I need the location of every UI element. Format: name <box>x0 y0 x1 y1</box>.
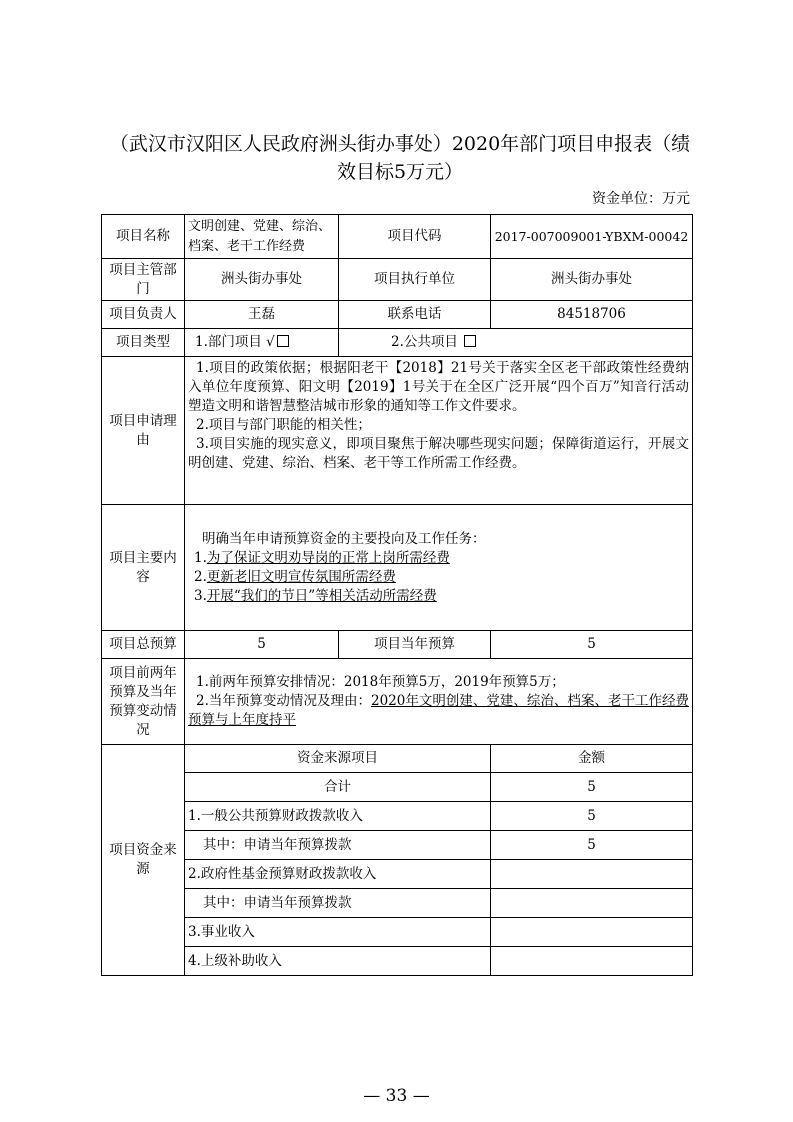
page-title <box>95 130 705 186</box>
reason-p2: 2.项目与部门职能的相关性； <box>196 417 371 433</box>
page-number: — 33 — <box>363 1086 430 1106</box>
content-item-1: 1.为了保证文明劝导岗的正常上岗所需经费 <box>194 549 450 566</box>
content-label: 项目主要内容 <box>102 505 185 631</box>
reason-content <box>185 357 693 505</box>
content-item-3-text: 开展“我们的节日”等相关活动所需经费 <box>206 587 437 604</box>
phone-label: 联系电话 <box>339 301 491 329</box>
content-item-2-text: 更新老旧文明宣传氛围所需经费 <box>206 568 396 585</box>
owner-label: 项目负责人 <box>102 301 185 329</box>
reason-p1: 1.项目的政策依据；根据阳老干【2018】21号关于落实全区老干部政策性经费纳入单位年度预算、阳文明【2019】1号关于在全区广泛开展“四个百万”知音行活动塑造文明和谐智慧整洁城市形象的通知等工作文件要求。 <box>188 360 689 414</box>
checkbox-icon <box>464 335 476 347</box>
prev-budget-p2-underlined: 2020年文明创建、党建、综治、档案、老干工作经费预算与上年度持平 <box>188 693 689 728</box>
fund-row-name: 1.一般公共预算财政拨款收入 <box>185 802 491 831</box>
type-label: 项目类型 <box>102 329 185 357</box>
content-item-2: 2.更新老旧文明宣传氛围所需经费 <box>194 568 396 585</box>
fund-source-label: 项目资金来源 <box>102 745 185 976</box>
project-name-label: 项目名称 <box>102 215 185 259</box>
fund-row-name: 合计 <box>185 773 491 802</box>
prev-budget-p2: 2.当年预算变动情况及理由：2020年文明创建、党建、综治、档案、老干工作经费预算与上年度持平 <box>188 693 689 728</box>
dept-value: 洲头街办事处 <box>185 259 339 301</box>
phone-value: 84518706 <box>491 301 693 329</box>
checkbox-icon <box>277 335 289 347</box>
year-budget-label: 项目当年预算 <box>339 631 491 659</box>
fund-row-amount <box>491 918 693 947</box>
title-line-1: （武汉市汉阳区人民政府洲头街办事处）2020年部门项目申报表（绩 <box>109 133 691 155</box>
fund-row-amount <box>491 860 693 889</box>
fund-unit-note: 资金单位：万元 <box>592 191 690 207</box>
type-option-dept <box>185 329 339 357</box>
project-code-label: 项目代码 <box>339 215 491 259</box>
fund-head-amount: 金额 <box>491 745 693 773</box>
total-budget-label: 项目总预算 <box>102 631 185 659</box>
project-name-value: 文明创建、党建、综治、档案、老干工作经费 <box>185 215 339 259</box>
fund-head-source: 资金来源项目 <box>185 745 491 773</box>
content-intro: 明确当年申请预算资金的主要投向及工作任务： <box>202 530 486 547</box>
prev-budget-label: 项目前两年预算及当年预算变动情况 <box>102 659 185 745</box>
type-option-public <box>339 329 693 357</box>
dept-label: 项目主管部门 <box>102 259 185 301</box>
content-item-3: 3.开展“我们的节日”等相关活动所需经费 <box>194 587 437 604</box>
prev-budget-content <box>185 659 693 745</box>
fund-row-amount: 5 <box>491 831 693 860</box>
fund-row-name: 其中：申请当年预算拨款 <box>185 889 491 918</box>
type-option-public-text: 2.公共项目 <box>391 334 458 350</box>
fund-row-name: 其中：申请当年预算拨款 <box>185 831 491 860</box>
reason-label: 项目申请理由 <box>102 357 185 505</box>
owner-value: 王磊 <box>185 301 339 329</box>
project-code-value: 2017-007009001-YBXM-00042 <box>491 215 693 259</box>
exec-unit-label: 项目执行单位 <box>339 259 491 301</box>
fund-row-name: 4.上级补助收入 <box>185 947 491 976</box>
project-application-table <box>101 214 693 976</box>
fund-row-name: 3.事业收入 <box>185 918 491 947</box>
prev-budget-p1: 1.前两年预算安排情况：2018年预算5万，2019年预算5万； <box>196 674 565 690</box>
content-body <box>185 505 693 631</box>
title-line-2: 效目标5万元） <box>336 161 464 183</box>
fund-row-amount <box>491 947 693 976</box>
fund-row-name: 2.政府性基金预算财政拨款收入 <box>185 860 491 889</box>
fund-row-amount: 5 <box>491 773 693 802</box>
fund-row-amount: 5 <box>491 802 693 831</box>
total-budget-value: 5 <box>185 631 339 659</box>
type-option-dept-text: 1.部门项目 √ <box>195 334 275 350</box>
content-item-1-text: 为了保证文明劝导岗的正常上岗所需经费 <box>206 549 450 566</box>
fund-row-amount <box>491 889 693 918</box>
exec-unit-value: 洲头街办事处 <box>491 259 693 301</box>
year-budget-value: 5 <box>491 631 693 659</box>
reason-p3: 3.项目实施的现实意义，即项目聚焦于解决哪些现实问题；保障街道运行，开展文明创建、党建、综治、档案、老干等工作所需工作经费。 <box>188 436 689 471</box>
